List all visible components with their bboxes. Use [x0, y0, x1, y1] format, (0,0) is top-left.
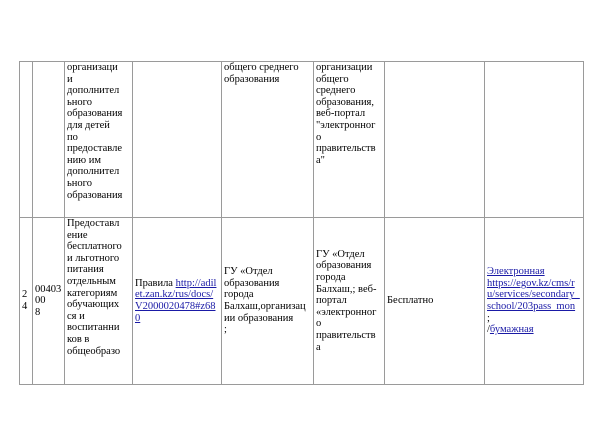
reception-place-text: организации общего среднего образования, веб-портал "электронног о правительств а" — [316, 62, 376, 166]
service-name-text: организаци и дополнител ьного образования для детей по предоставле нию им дополнител ьного образования — [67, 62, 123, 201]
legal-act-cell — [133, 218, 222, 385]
legal-act-link[interactable]: http://adilet.zan.kz/rus/docs/V2000020478#z680 — [135, 277, 217, 324]
legal-act-cell — [133, 62, 222, 218]
row-number-cell — [20, 62, 33, 218]
legal-act-label: Правила — [135, 277, 176, 289]
row-number-cell — [20, 218, 33, 385]
payment-cell — [385, 218, 485, 385]
service-code-cell — [33, 218, 65, 385]
service-name-cell — [65, 218, 133, 385]
service-name-cell — [65, 62, 133, 218]
reception-place-text: ГУ «Отдел образования города Балхаш,; веб- портал «электронног о правительств а — [316, 248, 377, 353]
egov-service-link[interactable]: https://egov.kz/cms/ru/services/secondary_school/203pass_mon — [487, 277, 580, 312]
service-code-cell — [33, 62, 65, 218]
paper-form-link[interactable]: бумажная — [489, 324, 534, 336]
services-table — [19, 61, 584, 385]
form-cell — [485, 62, 584, 218]
payment-text: Бесплатно — [387, 295, 434, 307]
electronic-form-link[interactable]: Электронная — [487, 266, 545, 278]
row-number-text: 2 4 — [22, 289, 28, 312]
payment-cell — [385, 62, 485, 218]
provider-cell — [222, 62, 314, 218]
provider-text: ГУ «Отдел образования города Балхаш,организац ии образования ; — [224, 266, 306, 336]
reception-place-cell — [314, 62, 385, 218]
form-cell — [485, 218, 584, 385]
form-separator: ; / — [487, 312, 490, 336]
service-name-text: Предоставл ение бесплатного и льготного питания отдельным категориям обучающих ся и воспитанни ков в общеобразо — [67, 218, 122, 357]
provider-cell — [222, 218, 314, 385]
table-row — [20, 218, 584, 385]
service-code-text: 0040300 8 — [35, 283, 62, 318]
table-row — [20, 62, 584, 218]
reception-place-cell — [314, 218, 385, 385]
provider-text: общего среднего образования — [224, 62, 299, 85]
